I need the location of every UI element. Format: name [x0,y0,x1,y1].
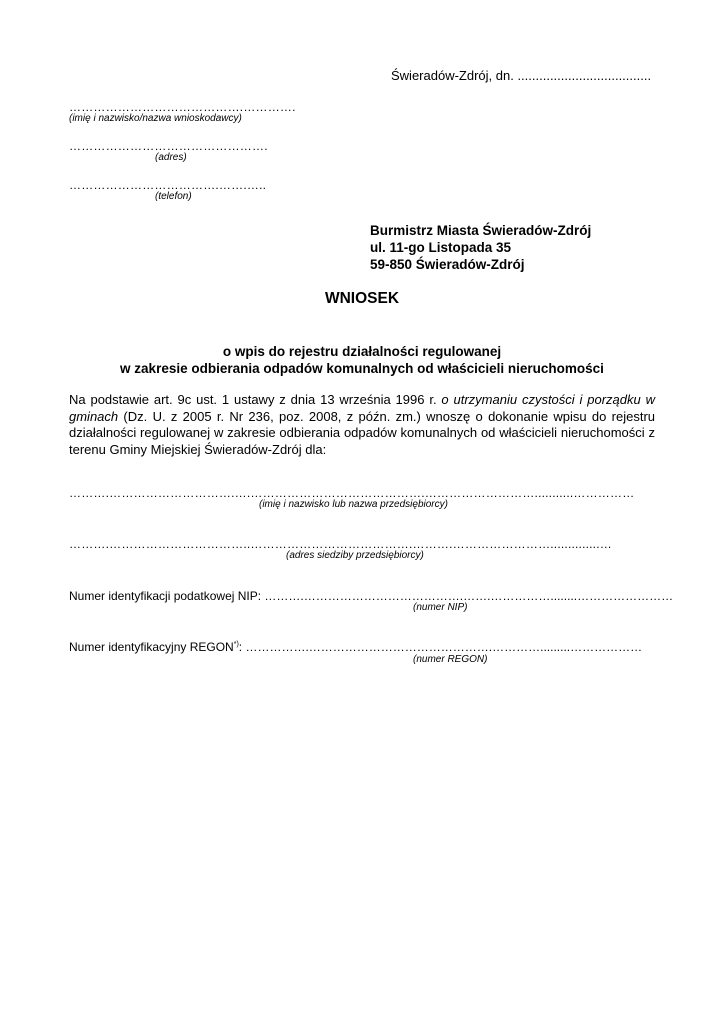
applicant-name-caption: (imię i nazwisko/nazwa wnioskodawcy) [69,113,242,124]
regon-footnote-mark: *) [233,641,239,648]
regon-label: Numer identyfikacyjny REGON [69,640,234,654]
applicant-phone-caption: (telefon) [155,191,192,202]
applicant-address-field[interactable]: …………………………………………. [69,139,268,153]
document-title: WNIOSEK [324,290,400,307]
entrepreneur-address-field[interactable]: ……….……………………………..………………………………….……….……………………..............… [69,537,612,551]
nip-label: Numer identyfikacji podatkowej NIP: [69,589,265,603]
entrepreneur-name-caption: (imię i nazwisko lub nazwa przedsiębiorcy) [259,499,448,510]
applicant-address-caption: (adres) [155,152,187,163]
nip-caption: (numer NIP) [413,602,468,613]
applicant-name-field[interactable]: …………………………………….…………. [69,100,296,114]
act-title: o utrzymaniu czystości i porządku w gminach [69,392,655,424]
nip-row [69,589,673,603]
nip-field[interactable]: ……….………………………………….…….……………........…………………… [264,589,674,603]
recipient-address-block [370,222,591,273]
body-paragraph [69,392,655,458]
recipient-line-2: ul. 11-go Listopada 35 [370,240,512,255]
applicant-phone-field[interactable]: ……………………………….…….….. [69,178,267,192]
document-subtitle [0,343,724,377]
regon-field[interactable]: …………….……………………………………….………….........……………… [245,640,643,654]
recipient-line-3: 59-850 Świeradów-Zdrój [370,257,525,272]
regon-row [69,640,642,654]
body-text-part-1: Na podstawie art. 9c ust. 1 ustawy z dnia 13 września 1996 r. [69,392,442,407]
entrepreneur-address-caption: (adres siedziby przedsiębiorcy) [286,550,424,561]
body-text-part-3: (Dz. U. z 2005 r. Nr 236, poz. 2008, z późn. zm.) wnoszę o dokonanie wpisu do rejestru działalności regulowanej w zakresie odbierania odpadów komunalnych od właścicieli nieruchomości z terenu Gminy Miejskiej Świeradów-Zdrój dla: [69,408,655,457]
recipient-line-1: Burmistrz Miasta Świeradów-Zdrój [370,223,592,238]
entrepreneur-name-field[interactable]: ……….………………………….….…………………………………….………………………...........…………… [69,486,635,500]
subtitle-line-2: w zakresie odbierania odpadów komunalnych od właścicieli nieruchomości [120,361,604,376]
place-date-field[interactable]: Świeradów-Zdrój, dn. ..................................... [391,68,652,83]
regon-caption: (numer REGON) [413,654,488,665]
regon-colon: : [238,640,246,654]
subtitle-line-1: o wpis do rejestru działalności regulowanej [222,344,502,359]
